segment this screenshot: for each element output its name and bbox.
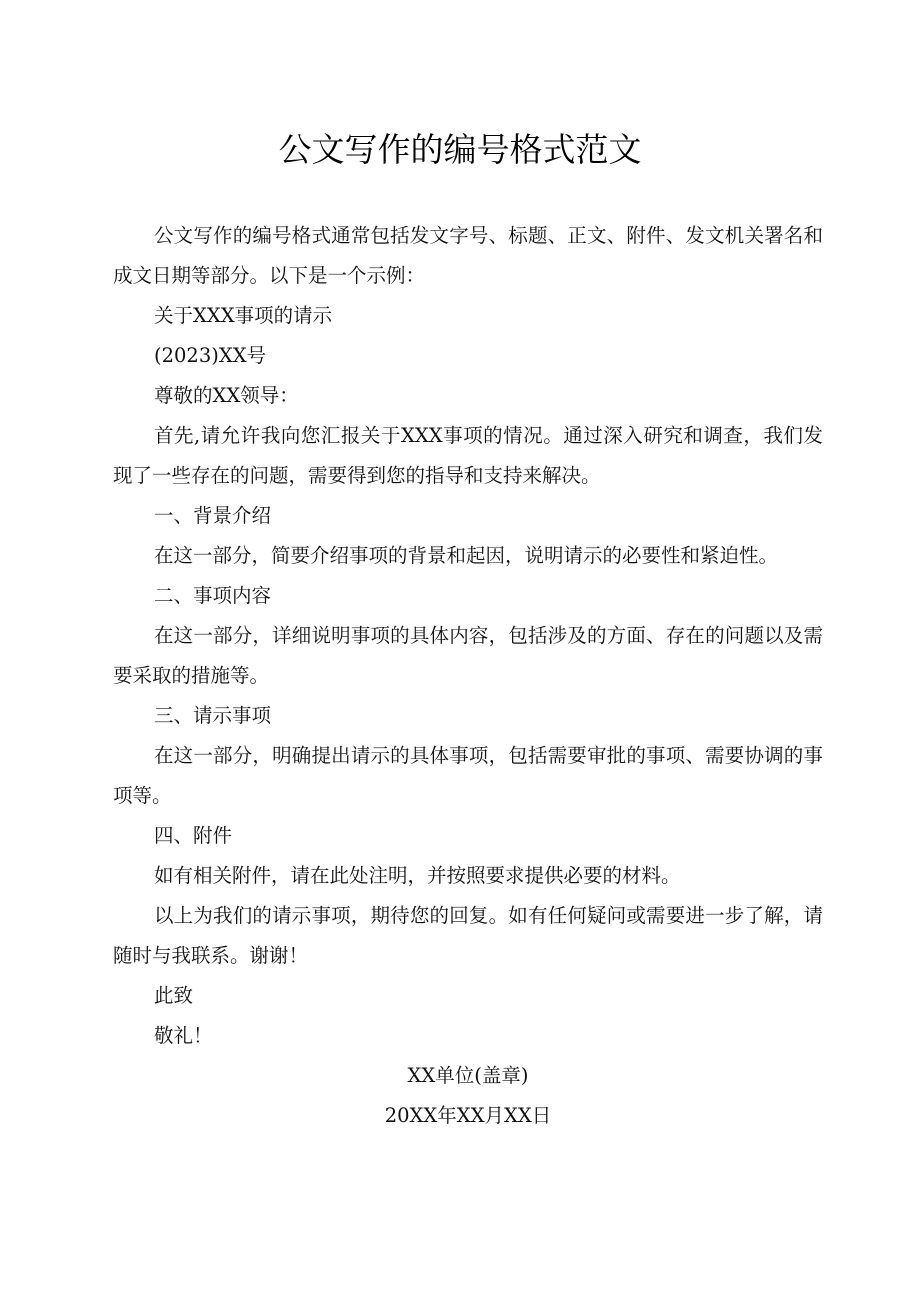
opening-paragraph: 首先,请允许我向您汇报关于XXX事项的情况。通过深入研究和调查，我们发现了一些存在的问题，需要得到您的指导和支持来解决。 [113,424,823,487]
salutation: 尊敬的XX领导： [154,384,299,407]
document-body [113,216,823,1136]
document-number: (2023)XX号 [154,344,267,367]
closing-paragraph: 以上为我们的请示事项，期待您的回复。如有任何疑问或需要进一步了解，请随时与我联系。谢谢！ [113,904,823,967]
closing-phrase: 此致 [154,984,194,1007]
document-date: 20XX年XX月XX日 [384,1104,552,1127]
request-subject: 关于XXX事项的请示 [154,304,333,327]
section-heading-background: 一、背景介绍 [154,504,272,527]
section-heading-attachment: 四、附件 [154,824,233,847]
document-title: 公文写作的编号格式范文 [278,130,642,169]
intro-paragraph: 公文写作的编号格式通常包括发文字号、标题、正文、附件、发文机关署名和成文日期等部分。以下是一个示例： [113,224,823,287]
closing-regards: 敬礼！ [154,1024,213,1047]
section-text-background: 在这一部分，简要介绍事项的背景和起因，说明请示的必要性和紧迫性。 [154,544,779,567]
section-heading-content: 二、事项内容 [154,584,272,607]
signature: XX单位(盖章) [407,1064,529,1087]
section-heading-request: 三、请示事项 [154,704,272,727]
section-text-attachment: 如有相关附件，请在此处注明，并按照要求提供必要的材料。 [154,864,681,887]
section-text-request: 在这一部分，明确提出请示的具体事项，包括需要审批的事项、需要协调的事项等。 [113,744,823,807]
section-text-content: 在这一部分，详细说明事项的具体内容，包括涉及的方面、存在的问题以及需要采取的措施等。 [113,624,823,687]
